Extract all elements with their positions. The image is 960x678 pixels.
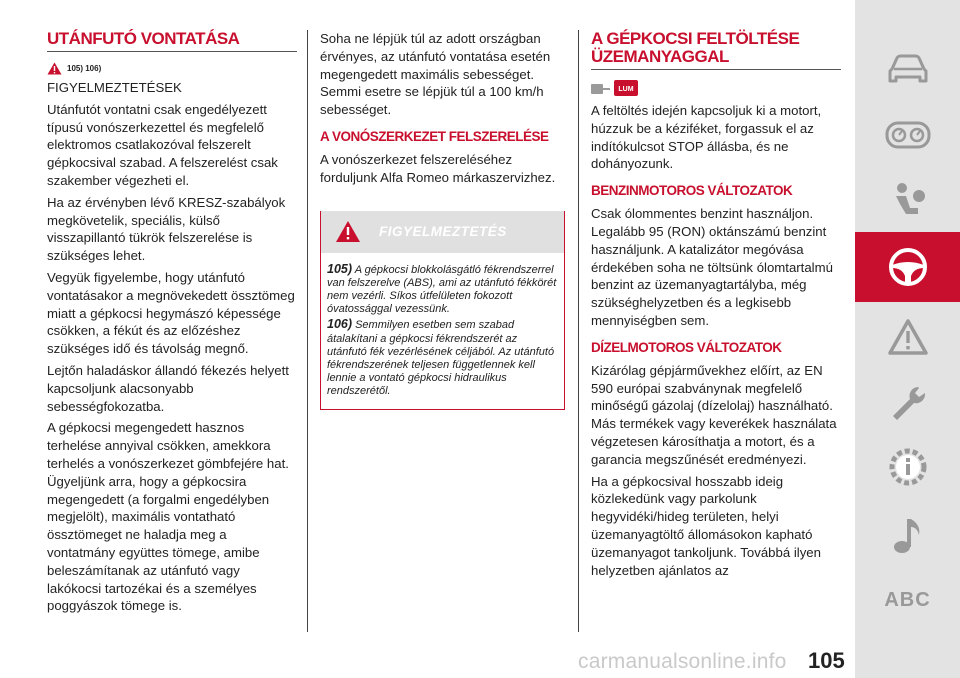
sidebar-item-car[interactable] [855,35,960,105]
sidebar-item-safety[interactable] [855,165,960,235]
section-title-towing: UTÁNFUTÓ VONTATÁSA [47,30,297,52]
paragraph: Ha a gépkocsival hosszabb ideig közlekedünk vagy parkolunk hegyvidéki/hideg területen, helyi üzemanyagtöltő állomásokon kapható üzemanyagot tankoljunk. Továbbá ilyen helyzetben ajánlatos az [591,473,821,578]
seat-airbag-icon [888,180,928,220]
paragraph: Csak ólommentes benzint használjon. Legalább 95 (RON) oktánszámú benzint használjunk. A katalizátor megóvása érdekében soha ne töltsünk ólomtartalmú benzint az üzemanyagtartályba, még szükséghelyzetben és a legkisebb mennyiségben sem. [591,206,833,328]
note-references [47,62,297,75]
sidebar-item-maintenance[interactable] [855,368,960,438]
note-ref-text: 105) 106) [67,64,102,73]
sidebar-item-driving[interactable] [855,232,960,302]
warning-triangle-icon [887,318,929,356]
column-refuelling [591,30,841,583]
warning-body [321,253,564,409]
warning-title: FIGYELMEZTETÉS [379,224,507,240]
paragraph: Utánfutót vontatni csak engedélyezett típusú vonószerkezettel és megfelelő elektromos csatlakozóval felszerelt gépkocsival szabad. A felszerelést csak szakember végezheti el. [47,101,278,188]
column-divider [578,30,579,632]
watermark: carmanualsonline.info [578,650,787,673]
paragraph: Lejtőn haladáskor állandó fékezés helyett kapcsoljunk alacsonyabb sebességfokozatba. [47,362,289,414]
car-icon [886,53,930,87]
music-note-icon [891,515,925,555]
paragraph: A gépkocsi megengedett hasznos terhelése annyival csökken, amekkora terhelés a vonószerkezet gömbfejére hat. Ügyeljünk arra, hogy a gépkocsira megengedett (a forgalmi engedélyben megjelölt), maximális vontatható össztömeget ne haladja meg a vontatmány együttes tömege, amibe beleszámítanak az utánfutó vagy lakókocsi tartozékai és a személyes poggyászok tömege is. [47,420,289,614]
fuel-icons [591,80,841,96]
svg-text:LUM: LUM [618,86,634,93]
warning-item-text: Semmilyen esetben sem szabad átalakítani a gépkocsi fékrendszerét az utánfutó fék vezérlésének céljából. Az utánfutó fékrendszerének teljesen függetlennek kell lennie a vontató gépkocsi hidraulikus rendszerétől. [327,319,555,398]
warning-item [327,318,558,398]
section-title-refuelling: A GÉPKOCSI FELTÖLTÉSE ÜZEMANYAGGAL [591,30,841,70]
dashboard-gauges-icon [885,120,931,150]
sidebar-item-multimedia[interactable] [855,500,960,570]
paragraph: A feltöltés idején kapcsoljuk ki a motort, húzzuk be a kéziféket, forgassuk el az indítókulcsot STOP állásba, és ne dohányozunk. [591,103,822,172]
paragraph: Soha ne lépjük túl az adott országban érvényes, az utánfutó vontatása esetén megengedett maximális sebességet. Semmi esetre se lépjük túl a 100 km/h sebességet. [320,31,551,118]
warning-item-text: A gépkocsi blokkolásgátló fékrendszerrel van felszerelve (ABS), ami az utánfutó fékkörét nem vezérli. Síkos útfelületen fokozott óvatossággal vezessünk. [327,263,557,316]
paragraph: Kizárólag gépjárművekhez előírt, az EN 590 európai szabványnak megfelelő minőségű gázolaj (dízelolaj) használható. Más termékek vagy keverékek használata végzetesen károsíthatja a motort, és a garancia megszűnését eredményezi. [591,362,837,467]
subheading-tow-hitch: A VONÓSZERKEZET FELSZERELÉSE [320,128,549,144]
page-number: 105 [808,648,845,673]
wrench-icon [888,383,928,423]
fuel-badge-icon [614,80,638,96]
warning-triangle-icon [47,62,62,75]
column-tow-hitch [320,30,565,410]
chapter-sidebar [855,0,960,678]
warning-header [321,211,564,253]
warning-box [320,211,565,410]
index-abc-label: ABC [884,588,931,611]
warning-triangle-icon [335,220,361,243]
fuel-pump-icon [591,82,611,94]
warning-item-number: 106) [327,317,353,332]
subheading-warnings: FIGYELMEZTETÉSEK [47,80,182,95]
subheading-petrol: BENZINMOTOROS VÁLTOZATOK [591,183,793,199]
warning-item [327,263,558,317]
subheading-diesel: DÍZELMOTOROS VÁLTOZATOK [591,339,782,355]
column-towing [47,30,297,619]
column-divider [307,30,308,632]
sidebar-item-warnings[interactable] [855,302,960,372]
sidebar-item-index[interactable] [855,565,960,635]
paragraph: A vonószerkezet felszereléséhez forduljunk Alfa Romeo márkaszervizhez. [320,151,556,185]
paragraph: Vegyük figyelembe, hogy utánfutó vontatásakor a megnövekedett össztömeg miatt a gépkocsi hegymászó képessége csökken, a fékút és az előzéshez szükséges idő és távolság megnő. [47,269,295,357]
gear-info-icon [887,446,929,488]
paragraph: Ha az érvényben lévő KRESZ-szabályok megkövetelik, speciális, külső visszapillantó tükrök felszerelése is szükséges lehet. [47,194,286,264]
steering-wheel-icon [887,246,929,288]
warning-item-number: 105) [327,261,353,276]
sidebar-item-dashboard[interactable] [855,100,960,170]
sidebar-item-technical-data[interactable] [855,432,960,502]
